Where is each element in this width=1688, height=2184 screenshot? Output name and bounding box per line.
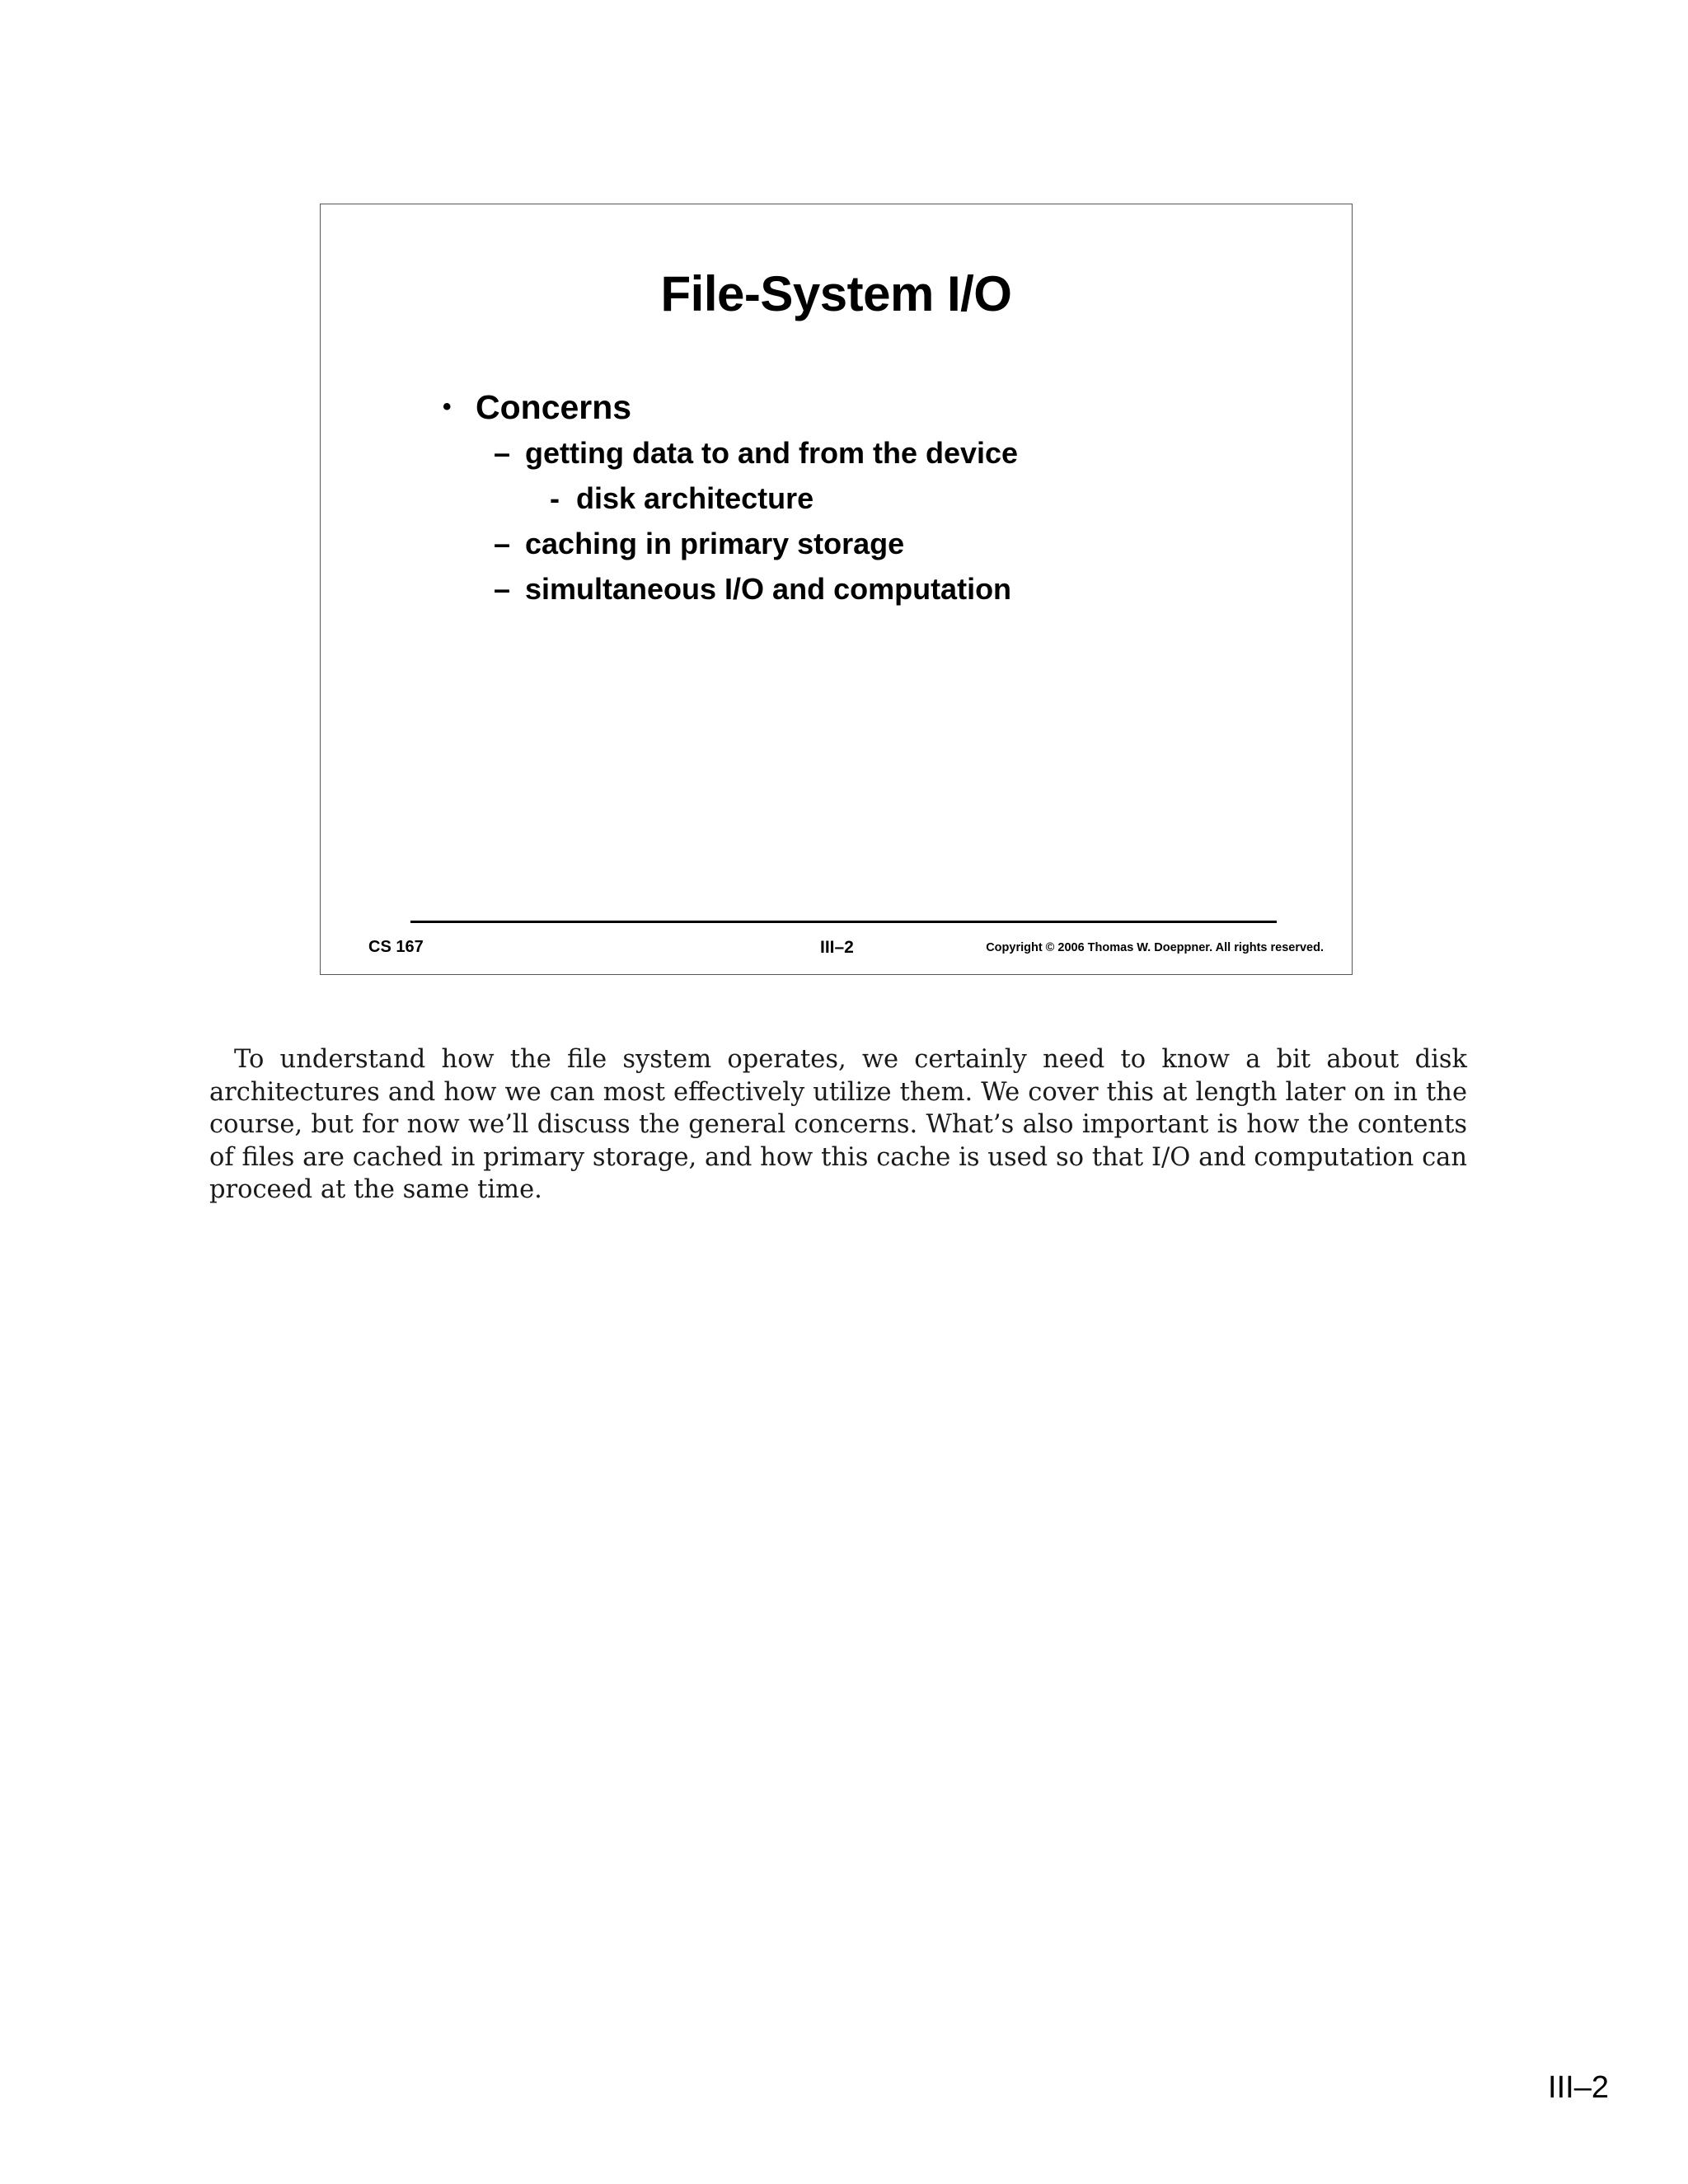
bullet-marker: • <box>443 393 452 420</box>
sub-sub-bullet-disk-architecture <box>443 476 1018 521</box>
slide-frame <box>320 204 1353 975</box>
sub-bullet-label: simultaneous I/O and computation <box>525 572 1012 606</box>
hyphen-marker: - <box>550 481 560 515</box>
sub-sub-bullet-label: disk architecture <box>576 481 814 515</box>
sub-bullet-caching <box>443 521 1018 566</box>
sub-bullet-label: caching in primary storage <box>525 527 905 560</box>
body-paragraph: To understand how the file system operates, we certainly need to know a bit about disk architectures and how we can most effectively utilize them. We cover this at length later on in the course, but for now we’ll discuss the general concerns. What’s also important is how the contents of files are cached in primary storage, and how this cache is used so that I/O and computation can proceed at the same time. <box>209 1045 1467 1204</box>
footer-course: CS 167 <box>368 938 424 956</box>
sub-bullet-device-data <box>443 430 1018 476</box>
dash-marker: – <box>494 527 511 560</box>
footer-divider <box>410 921 1277 923</box>
footer-slide-number: III–2 <box>820 938 854 957</box>
slide-title: File-System I/O <box>660 266 1012 321</box>
bullet-label: Concerns <box>476 388 632 426</box>
page-number: III–2 <box>1548 2070 1609 2105</box>
sub-bullet-simultaneous-io <box>443 566 1018 612</box>
bullet-concerns <box>443 384 1018 430</box>
dash-marker: – <box>494 436 511 470</box>
footer-copyright: Copyright © 2006 Thomas W. Doeppner. All rights reserved. <box>986 941 1324 954</box>
dash-marker: – <box>494 572 511 606</box>
sub-bullet-label: getting data to and from the device <box>525 436 1019 470</box>
bullet-list <box>443 384 1018 612</box>
